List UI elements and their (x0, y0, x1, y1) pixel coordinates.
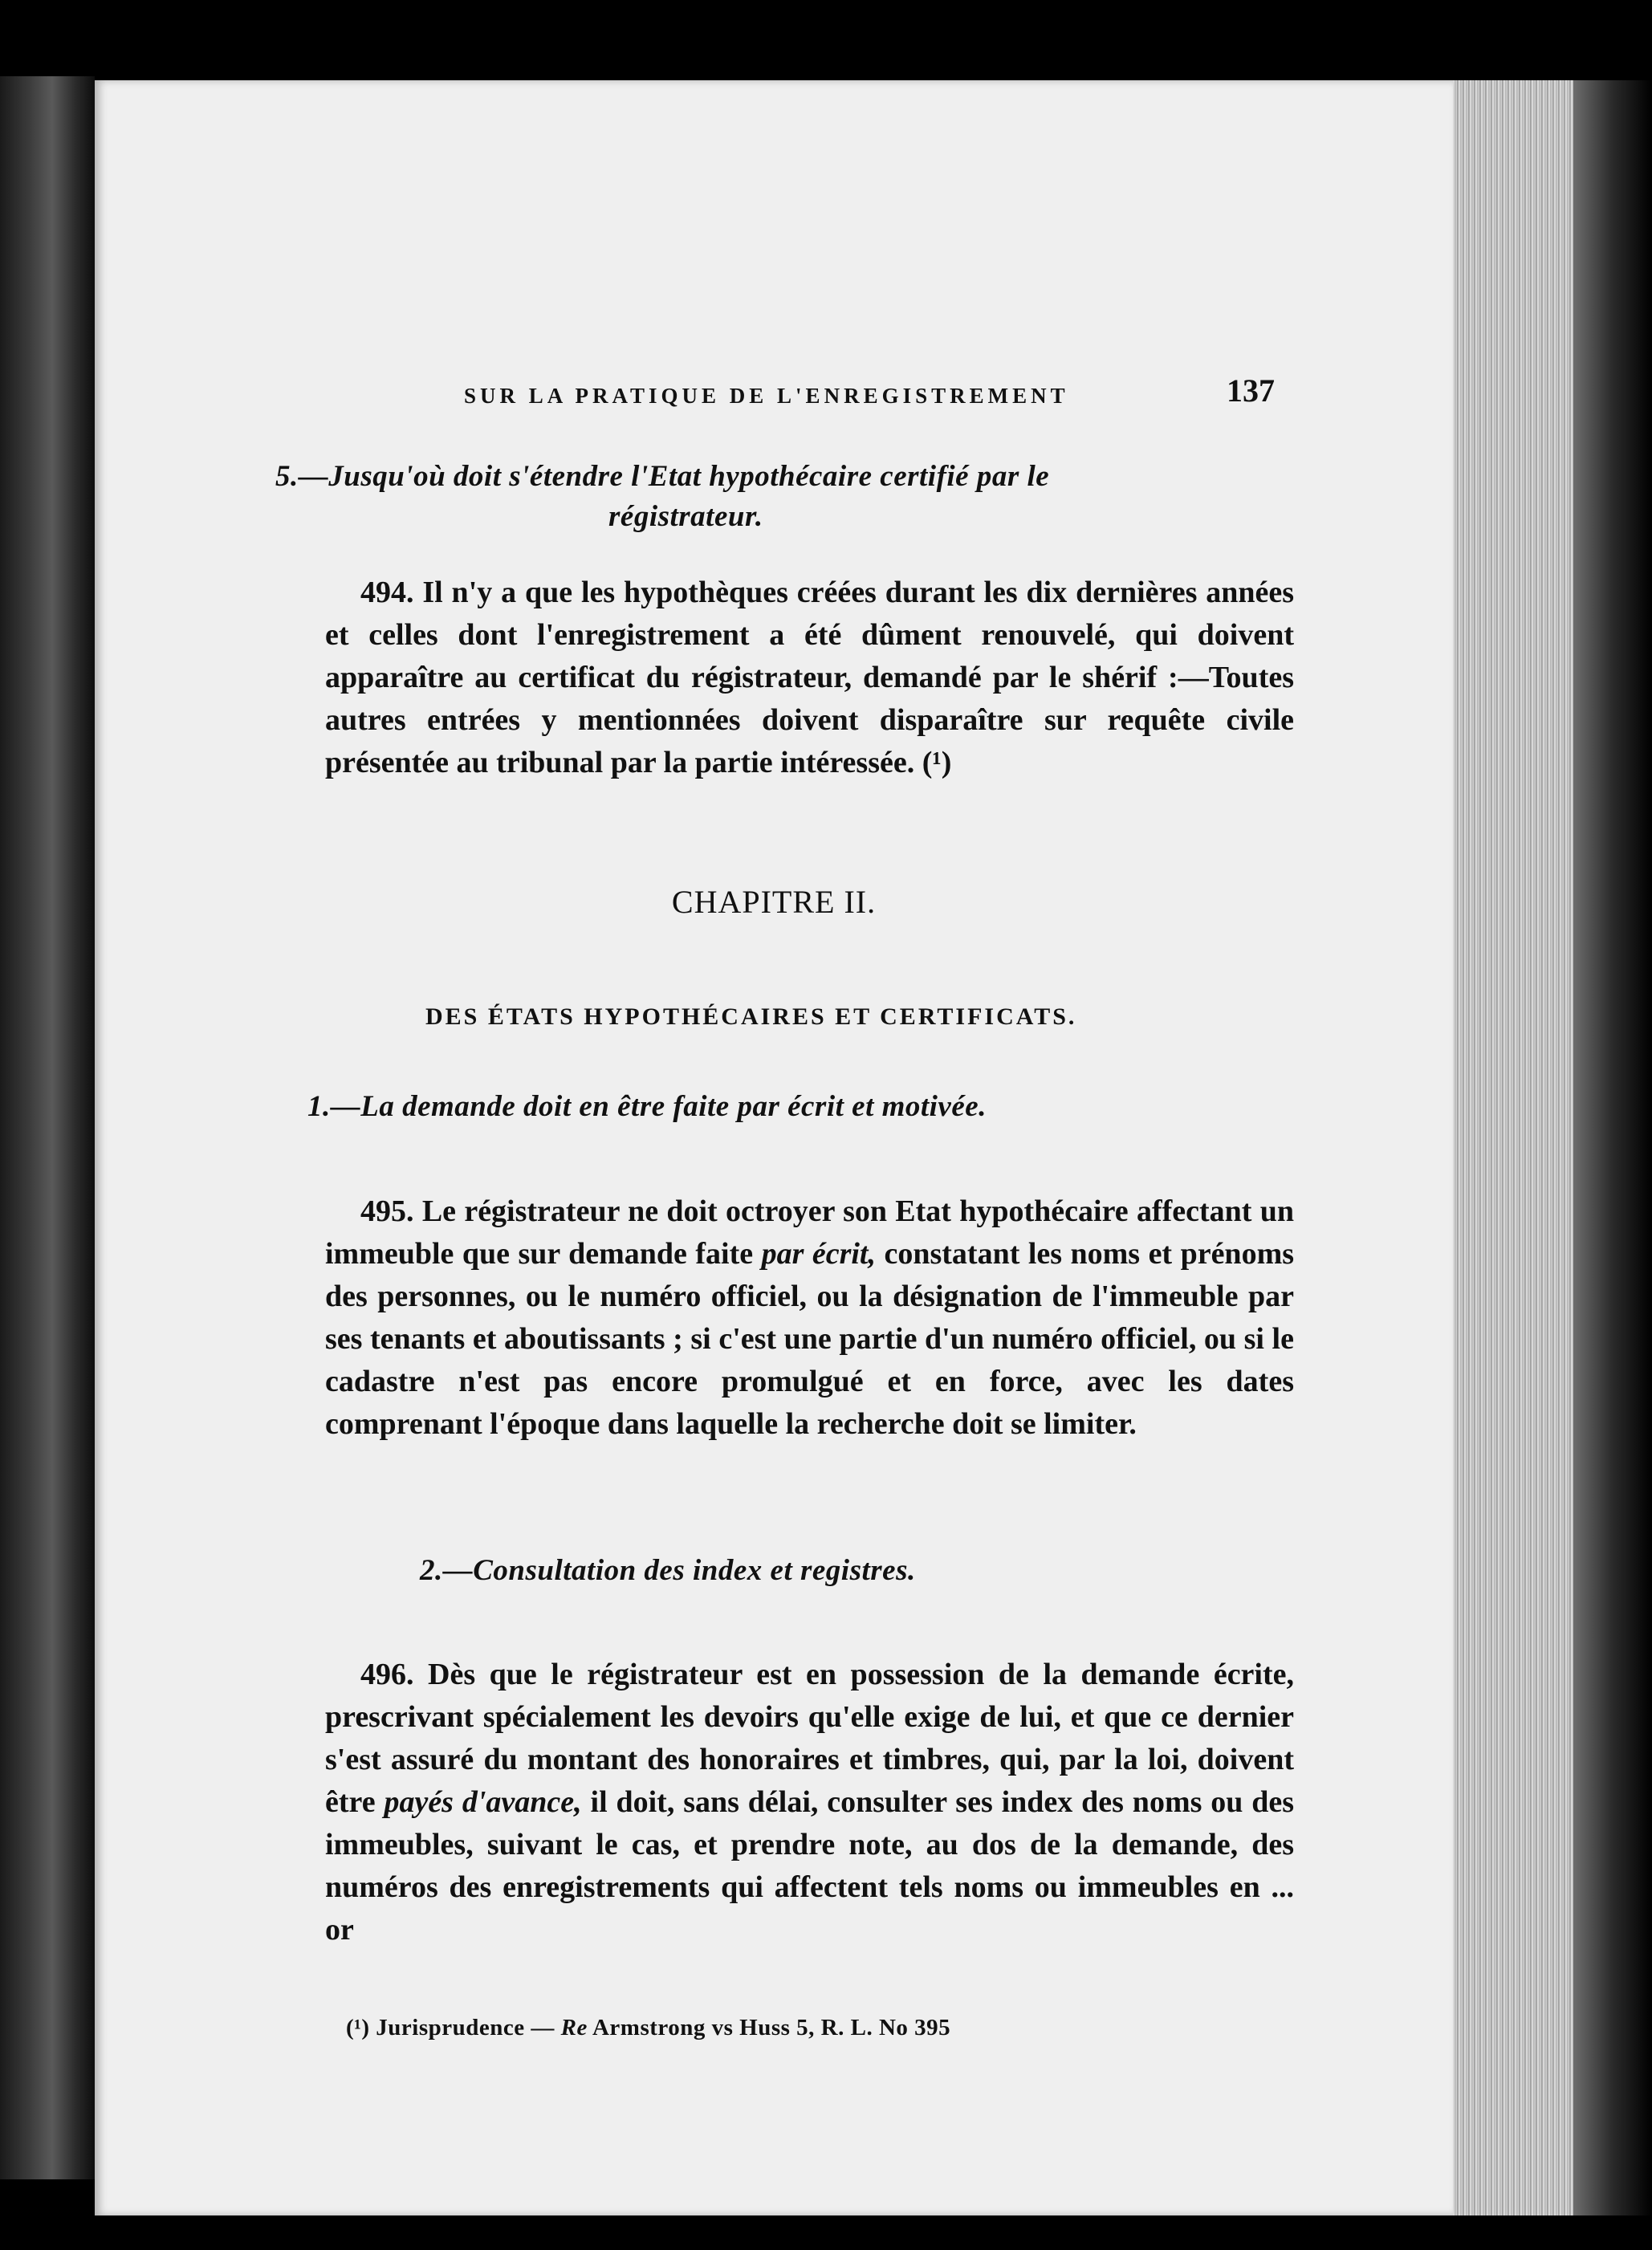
section-title: DES ÉTATS HYPOTHÉCAIRES ET CERTIFICATS. (425, 1003, 1077, 1030)
paragraph-number: 494. (360, 576, 414, 609)
book-page (95, 80, 1453, 2215)
book-spine-shadow (0, 76, 95, 2179)
paragraph-text-continued: il doit, sans délai, consulter ses index des noms ou des immeubles, suivant le cas, et prendre note, au dos de la demande, des numéros des enregistrements qui affectent tels noms ou immeubles en ... or (325, 1785, 1295, 1947)
paragraph-number: 496. (360, 1658, 414, 1691)
paragraph-text-continued: constatant les noms et prénoms des personnes, ou le numéro officiel, ou la désignation de l'immeuble par ses tenants et aboutissants ; si c'est une partie d'un numéro officiel, ou si le cadastre n'est pas encore promulgué et en force, avec les dates comprenant l'époque dans laquelle la recherche doit se limiter. (325, 1237, 1295, 1441)
footnote-text: Jurisprudence — (376, 2015, 555, 2040)
footnote-case: Re (560, 2015, 588, 2040)
running-head: SUR LA PRATIQUE DE L'ENREGISTREMENT (464, 384, 1069, 408)
footnote (346, 2015, 950, 2041)
footnote-reference: (¹) (922, 746, 952, 779)
heading-5-line1: 5.—Jusqu'où doit s'étendre l'Etat hypothécaire certifié par le (275, 460, 1050, 493)
page-edges-shadow (1573, 80, 1652, 2215)
paragraph-494 (325, 572, 1294, 784)
paragraph-text: Le régistrateur ne doit octroyer son Etat hypothécaire affectant un immeuble que sur demande faite (325, 1194, 1294, 1271)
page-content (95, 80, 1453, 2215)
page-number: 137 (1227, 372, 1275, 409)
paragraph-495 (325, 1190, 1294, 1446)
page-edges (1453, 80, 1581, 2215)
heading-5-line2: régistrateur. (608, 500, 763, 533)
paragraph-emphasis: par écrit, (761, 1237, 876, 1271)
paragraph-number: 495. (360, 1194, 414, 1228)
heading-2: 2.—Consultation des index et registres. (420, 1554, 916, 1587)
footnote-parties: Armstrong vs Huss 5, R. L. No 395 (592, 2015, 951, 2040)
heading-1: 1.—La demande doit en être faite par écrit et motivée. (307, 1090, 987, 1123)
paragraph-text: Il n'y a que les hypothèques créées durant les dix dernières années et celles dont l'enregistrement a été dûment renouvelé, qui doivent apparaître au certificat du régistrateur, demandé par le shérif :—Toutes autres entrées y mentionnées doivent disparaître sur requête civile présentée au tribunal par la partie intéressée. (325, 576, 1295, 779)
paragraph-emphasis: payés d'avance, (384, 1785, 582, 1819)
paragraph-496 (325, 1654, 1294, 1951)
paragraph-text: Dès que le régistrateur est en possession de la demande écrite, prescrivant spécialement les devoirs qu'elle exige de lui, et que ce dernier s'est assuré du montant des honoraires et timbres, qui, par la loi, doivent être (325, 1658, 1295, 1819)
chapter-title: CHAPITRE II. (671, 884, 877, 920)
footnote-marker: (¹) (346, 2015, 370, 2040)
